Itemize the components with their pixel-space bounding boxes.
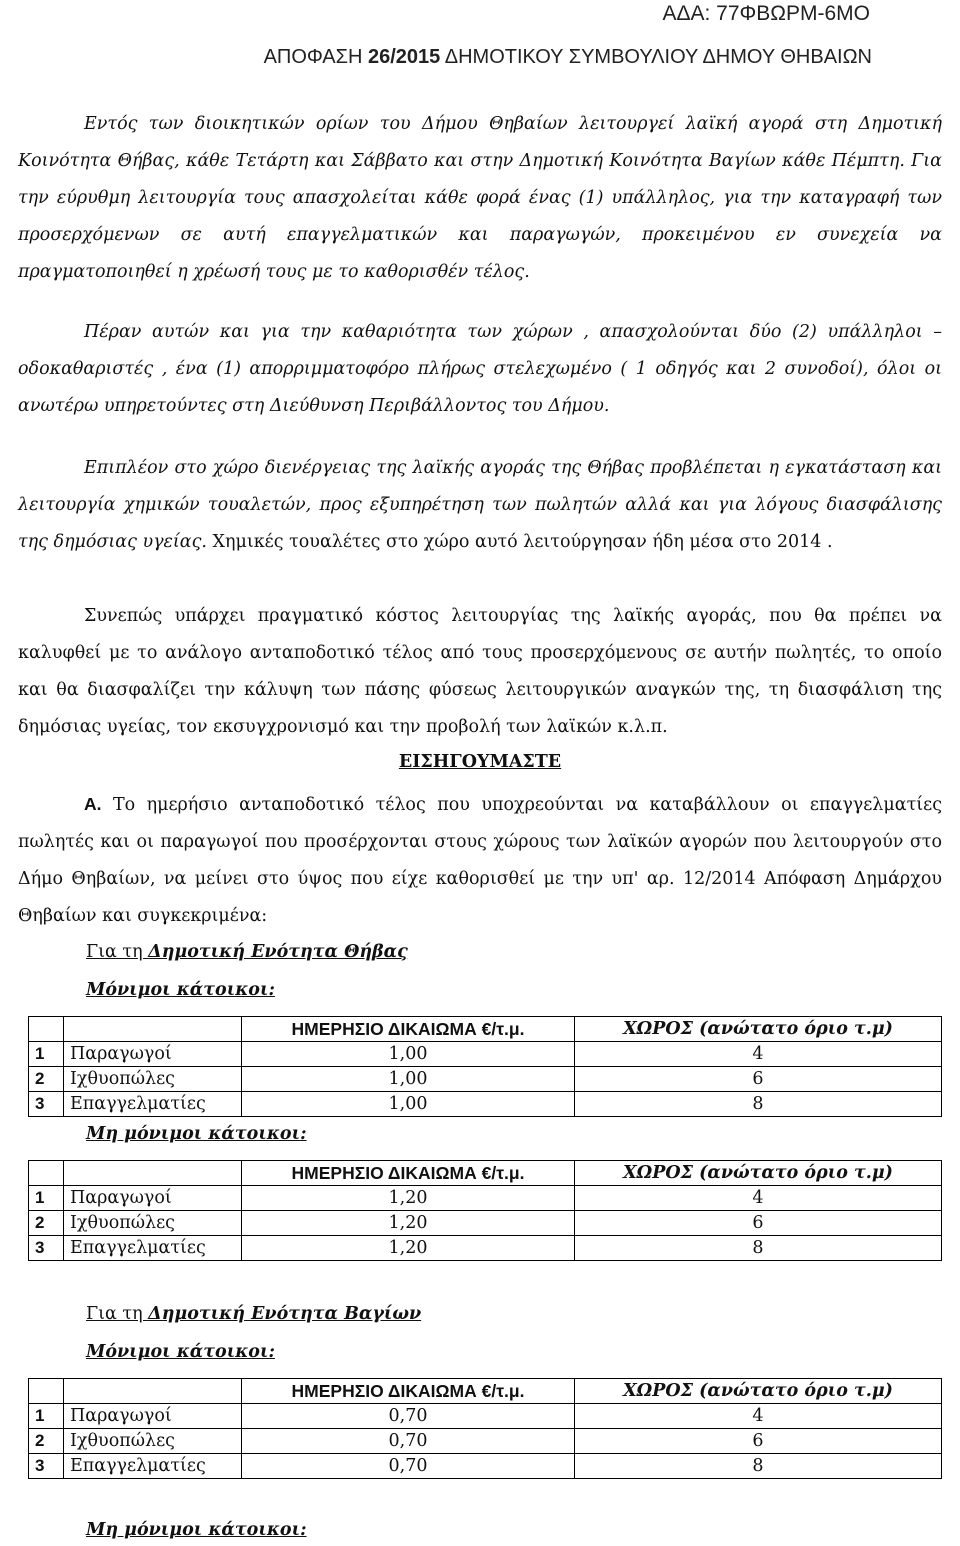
- table-row: 1 Παραγωγοί 0,70 4: [29, 1404, 942, 1429]
- table-thiva-nonpermanent: [28, 1160, 942, 1261]
- table-header-row: [29, 1379, 942, 1404]
- table-row: 3 Επαγγελματίες 1,00 8: [29, 1092, 942, 1117]
- table-row: 1 Παραγωγοί 1,20 4: [29, 1186, 942, 1211]
- vagia-nonpermanent-label: Μη μόνιμοι κάτοικοι:: [86, 1520, 307, 1540]
- ada-code: ΑΔΑ: 77ΦΒΩΡΜ-6ΜΟ: [662, 2, 870, 25]
- header-daily-fee: ΗΜΕΡΗΣΙΟ ΔΙΚΑΙΩΜΑ €/τ.μ.: [242, 1017, 575, 1042]
- thiva-permanent-label: Μόνιμοι κάτοικοι:: [86, 980, 275, 1000]
- table-thiva-permanent: [28, 1016, 942, 1117]
- table-row: 2 Ιχθυοπώλες 0,70 6: [29, 1429, 942, 1454]
- paragraph-market-description: Εντός των διοικητικών ορίων του Δήμου Θηβαίων λειτουργεί λαϊκή αγορά στη Δημοτική Κοινότητα Θήβας, κάθε Τετάρτη και Σάββατο και στην Δημοτική Κοινότητα Βαγίων κάθε Πέμπτη. Για την εύρυθμη λειτουργία τους απασχολείται κάθε φορά ένας (1) υπάλληλος, για την καταγραφή των προσερχόμενων σε αυτή επαγγελματικών και παραγωγών, προκειμένου εν συνεχεία να πραγματοποιηθεί η χρέωσή τους με το καθορισθέν τέλος.: [18, 114, 942, 282]
- paragraph-cleaning-staff: Πέραν αυτών και για την καθαριότητα των χώρων , απασχολούνται δύο (2) υπάλληλοι – οδοκαθαριστές , ένα (1) απορριμματοφόρο πλήρως στελεχωμένο ( 1 οδηγός και 2 συνοδοί), όλοι οι ανωτέρω υπηρετούντες στη Διεύθυνση Περιβάλλοντος του Δήμου.: [18, 322, 942, 416]
- table-vagia-permanent: [28, 1378, 942, 1479]
- table-row: 3 Επαγγελματίες 1,20 8: [29, 1236, 942, 1261]
- paragraph-proposal-a: Α. Το ημερήσιο ανταποδοτικό τέλος που υποχρεούνται να καταβάλλουν οι επαγγελματίες πωλητές και οι παραγωγοί που προσέρχονται στους χώρους των λαϊκών αγορών που λειτουργούν στο Δήμο Θηβαίων, να μείνει στο ύψος που είχε καθορισθεί με την υπ' αρ. 12/2014 Απόφαση Δημάρχου Θηβαίων και συγκεκριμένα:: [18, 794, 942, 926]
- header-space: ΧΩΡΟΣ (ανώτατο όριο τ.μ): [575, 1017, 942, 1042]
- decision-title: ΑΠΟΦΑΣΗ 26/2015 ΔΗΜΟΤΙΚΟΥ ΣΥΜΒΟΥΛΙΟΥ ΔΗΜΟΥ ΘΗΒΑΙΩΝ: [263, 46, 872, 68]
- header-daily-fee: ΗΜΕΡΗΣΙΟ ΔΙΚΑΙΩΜΑ €/τ.μ.: [242, 1379, 575, 1404]
- section-thiva-title: Για τη Δημοτική Ενότητα Θήβας: [86, 942, 408, 962]
- vagia-permanent-label: Μόνιμοι κάτοικοι:: [86, 1342, 275, 1362]
- header-space: ΧΩΡΟΣ (ανώτατο όριο τ.μ): [575, 1161, 942, 1186]
- table-header-row: [29, 1161, 942, 1186]
- table-row: 2 Ιχθυοπώλες 1,20 6: [29, 1211, 942, 1236]
- header-daily-fee: ΗΜΕΡΗΣΙΟ ΔΙΚΑΙΩΜΑ €/τ.μ.: [242, 1161, 575, 1186]
- section-vagia-title: Για τη Δημοτική Ενότητα Βαγίων: [86, 1304, 422, 1324]
- proposal-heading: ΕΙΣΗΓΟΥΜΑΣΤΕ: [398, 752, 562, 772]
- table-row: 1 Παραγωγοί 1,00 4: [29, 1042, 942, 1067]
- header-space: ΧΩΡΟΣ (ανώτατο όριο τ.μ): [575, 1379, 942, 1404]
- table-header-row: [29, 1017, 942, 1042]
- thiva-nonpermanent-label: Μη μόνιμοι κάτοικοι:: [86, 1124, 307, 1144]
- table-row: 3 Επαγγελματίες 0,70 8: [29, 1454, 942, 1479]
- table-row: 2 Ιχθυοπώλες 1,00 6: [29, 1067, 942, 1092]
- paragraph-operating-cost: Συνεπώς υπάρχει πραγματικό κόστος λειτουργίας της λαϊκής αγοράς, που θα πρέπει να καλυφθεί με το ανάλογο ανταποδοτικό τέλος από τους προσερχόμενους σε αυτήν πωλητές, το οποίο και θα διασφαλίζει την κάλυψη των πάσης φύσεως λειτουργικών αναγκών της, τη διασφάλιση της δημόσιας υγείας, τον εκσυγχρονισμό και την προβολή των λαϊκών κ.λ.π.: [18, 606, 942, 737]
- paragraph-toilets: Επιπλέον στο χώρο διενέργειας της λαϊκής αγοράς της Θήβας προβλέπεται η εγκατάσταση και λειτουργία χημικών τουαλετών, προς εξυπηρέτηση των πωλητών αλλά και για λόγους διασφάλισης της δημόσιας υγείας. Χημικές τουαλέτες στο χώρο αυτό λειτούργησαν ήδη μέσα στο 2014 .: [18, 458, 942, 552]
